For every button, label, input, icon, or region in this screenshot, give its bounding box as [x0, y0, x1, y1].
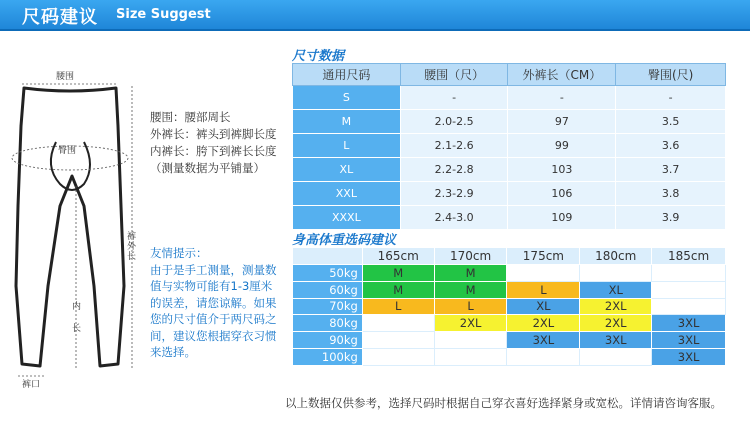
value-cell: 2.1-2.6: [400, 134, 508, 158]
header-cell: 腰围（尺）: [400, 64, 508, 86]
value-cell: 2.0-2.5: [400, 110, 508, 134]
height-cell: 185cm: [652, 248, 726, 265]
value-cell: 109: [508, 206, 616, 230]
size-table-header: [293, 64, 726, 86]
header-title: 尺码建议: [22, 7, 98, 28]
fit-cell: L: [507, 281, 580, 298]
waist-label: 腰围: [56, 72, 75, 82]
fit-cell: [362, 332, 434, 349]
value-cell: 103: [508, 158, 616, 182]
value-cell: 3.8: [616, 182, 726, 206]
fit-cell: 3XL: [507, 332, 580, 349]
table-row: [293, 158, 726, 182]
fit-cell: [652, 265, 726, 282]
fit-cell: [434, 332, 507, 349]
inner-length-label: 内长: [72, 302, 82, 334]
corner-cell: [293, 248, 363, 265]
tips-line: 的误差，请您谅解。如果: [150, 295, 277, 310]
pants-illustration: [0, 46, 150, 406]
fit-cell: 2XL: [434, 315, 507, 332]
tips-title: 友情提示：: [150, 246, 208, 260]
value-cell: 2.4-3.0: [400, 206, 508, 230]
fit-cell: [507, 265, 580, 282]
value-cell: 3.9: [616, 206, 726, 230]
outer-length-label: 裤外长: [127, 232, 137, 262]
header-cell: 外裤长（CM）: [508, 64, 616, 86]
fit-cell: [507, 348, 580, 365]
hip-label: 臀围: [58, 146, 77, 156]
size-table: [292, 63, 726, 230]
fit-cell: L: [434, 298, 507, 315]
fit-table-title: 身高体重选码建议: [292, 233, 397, 248]
fit-cell: M: [434, 265, 507, 282]
page-header: [0, 0, 750, 31]
tips-line: 值与实物可能有1-3厘米: [150, 279, 273, 293]
cuff-label: 裤口: [22, 380, 41, 390]
fit-cell: 3XL: [580, 332, 652, 349]
weight-cell: 60kg: [293, 281, 363, 298]
value-cell: -: [400, 86, 508, 110]
table-row: [293, 110, 726, 134]
header-subtitle: Size Suggest: [116, 7, 211, 22]
table-row: [293, 315, 726, 332]
fit-cell: M: [434, 281, 507, 298]
tips-line: 由于是手工测量，测量数: [150, 262, 277, 277]
weight-cell: 50kg: [293, 265, 363, 282]
value-cell: 106: [508, 182, 616, 206]
fit-cell: [652, 298, 726, 315]
header-cell: 通用尺码: [293, 64, 401, 86]
fit-cell: [652, 281, 726, 298]
header-cell: 臀围(尺): [616, 64, 726, 86]
fit-cell: 2XL: [580, 315, 652, 332]
tips-line: 间，建议您根据穿衣习惯: [150, 328, 277, 343]
value-cell: 3.6: [616, 134, 726, 158]
weight-cell: 100kg: [293, 348, 363, 365]
table-row: [293, 206, 726, 230]
height-cell: 170cm: [434, 248, 507, 265]
weight-cell: 80kg: [293, 315, 363, 332]
size-cell: XXL: [293, 182, 401, 206]
fit-table-header: [293, 248, 726, 265]
height-cell: 175cm: [507, 248, 580, 265]
table-row: [293, 332, 726, 349]
weight-cell: 90kg: [293, 332, 363, 349]
fit-cell: [580, 265, 652, 282]
fit-cell: 2XL: [580, 298, 652, 315]
definition-line: 内裤长：胯下到裤长长度: [150, 144, 277, 158]
fit-cell: [580, 348, 652, 365]
fit-cell: XL: [507, 298, 580, 315]
value-cell: -: [616, 86, 726, 110]
value-cell: 3.5: [616, 110, 726, 134]
tips-line: 您的尺寸值介于两尺码之: [150, 312, 277, 326]
table-row: [293, 298, 726, 315]
fit-cell: M: [362, 281, 434, 298]
value-cell: 99: [508, 134, 616, 158]
size-cell: XL: [293, 158, 401, 182]
table-row: [293, 348, 726, 365]
fit-cell: [362, 315, 434, 332]
table-row: [293, 265, 726, 282]
tips-line: 来选择。: [150, 345, 196, 359]
value-cell: 2.3-2.9: [400, 182, 508, 206]
size-table-title: 尺寸数据: [292, 49, 345, 64]
size-cell: M: [293, 110, 401, 134]
weight-cell: 70kg: [293, 298, 363, 315]
fit-cell: L: [362, 298, 434, 315]
fit-cell: [434, 348, 507, 365]
footer-note: 以上数据仅供参考，选择尺码时根据自己穿衣喜好选择紧身或宽松。详情请咨询客服。: [285, 396, 722, 410]
value-cell: 3.7: [616, 158, 726, 182]
definition-line: 腰围：腰部周长: [150, 110, 231, 124]
measurement-definitions: [150, 109, 277, 177]
definition-line: 外裤长：裤头到裤脚长度: [150, 127, 277, 141]
fit-cell: 2XL: [507, 315, 580, 332]
fit-cell: 3XL: [652, 348, 726, 365]
height-cell: 165cm: [362, 248, 434, 265]
definition-line: （测量数据为平铺量）: [150, 161, 265, 175]
fit-cell: 3XL: [652, 332, 726, 349]
table-row: [293, 134, 726, 158]
size-cell: XXXL: [293, 206, 401, 230]
table-row: [293, 281, 726, 298]
value-cell: 2.2-2.8: [400, 158, 508, 182]
fit-cell: M: [362, 265, 434, 282]
fit-table: [292, 247, 726, 366]
fit-cell: [362, 348, 434, 365]
table-row: [293, 86, 726, 110]
table-row: [293, 182, 726, 206]
size-cell: S: [293, 86, 401, 110]
fit-cell: 3XL: [652, 315, 726, 332]
value-cell: -: [508, 86, 616, 110]
height-cell: 180cm: [580, 248, 652, 265]
value-cell: 97: [508, 110, 616, 134]
size-cell: L: [293, 134, 401, 158]
fit-cell: XL: [580, 281, 652, 298]
pants-diagram: [0, 46, 150, 406]
tips-box: [150, 245, 286, 361]
